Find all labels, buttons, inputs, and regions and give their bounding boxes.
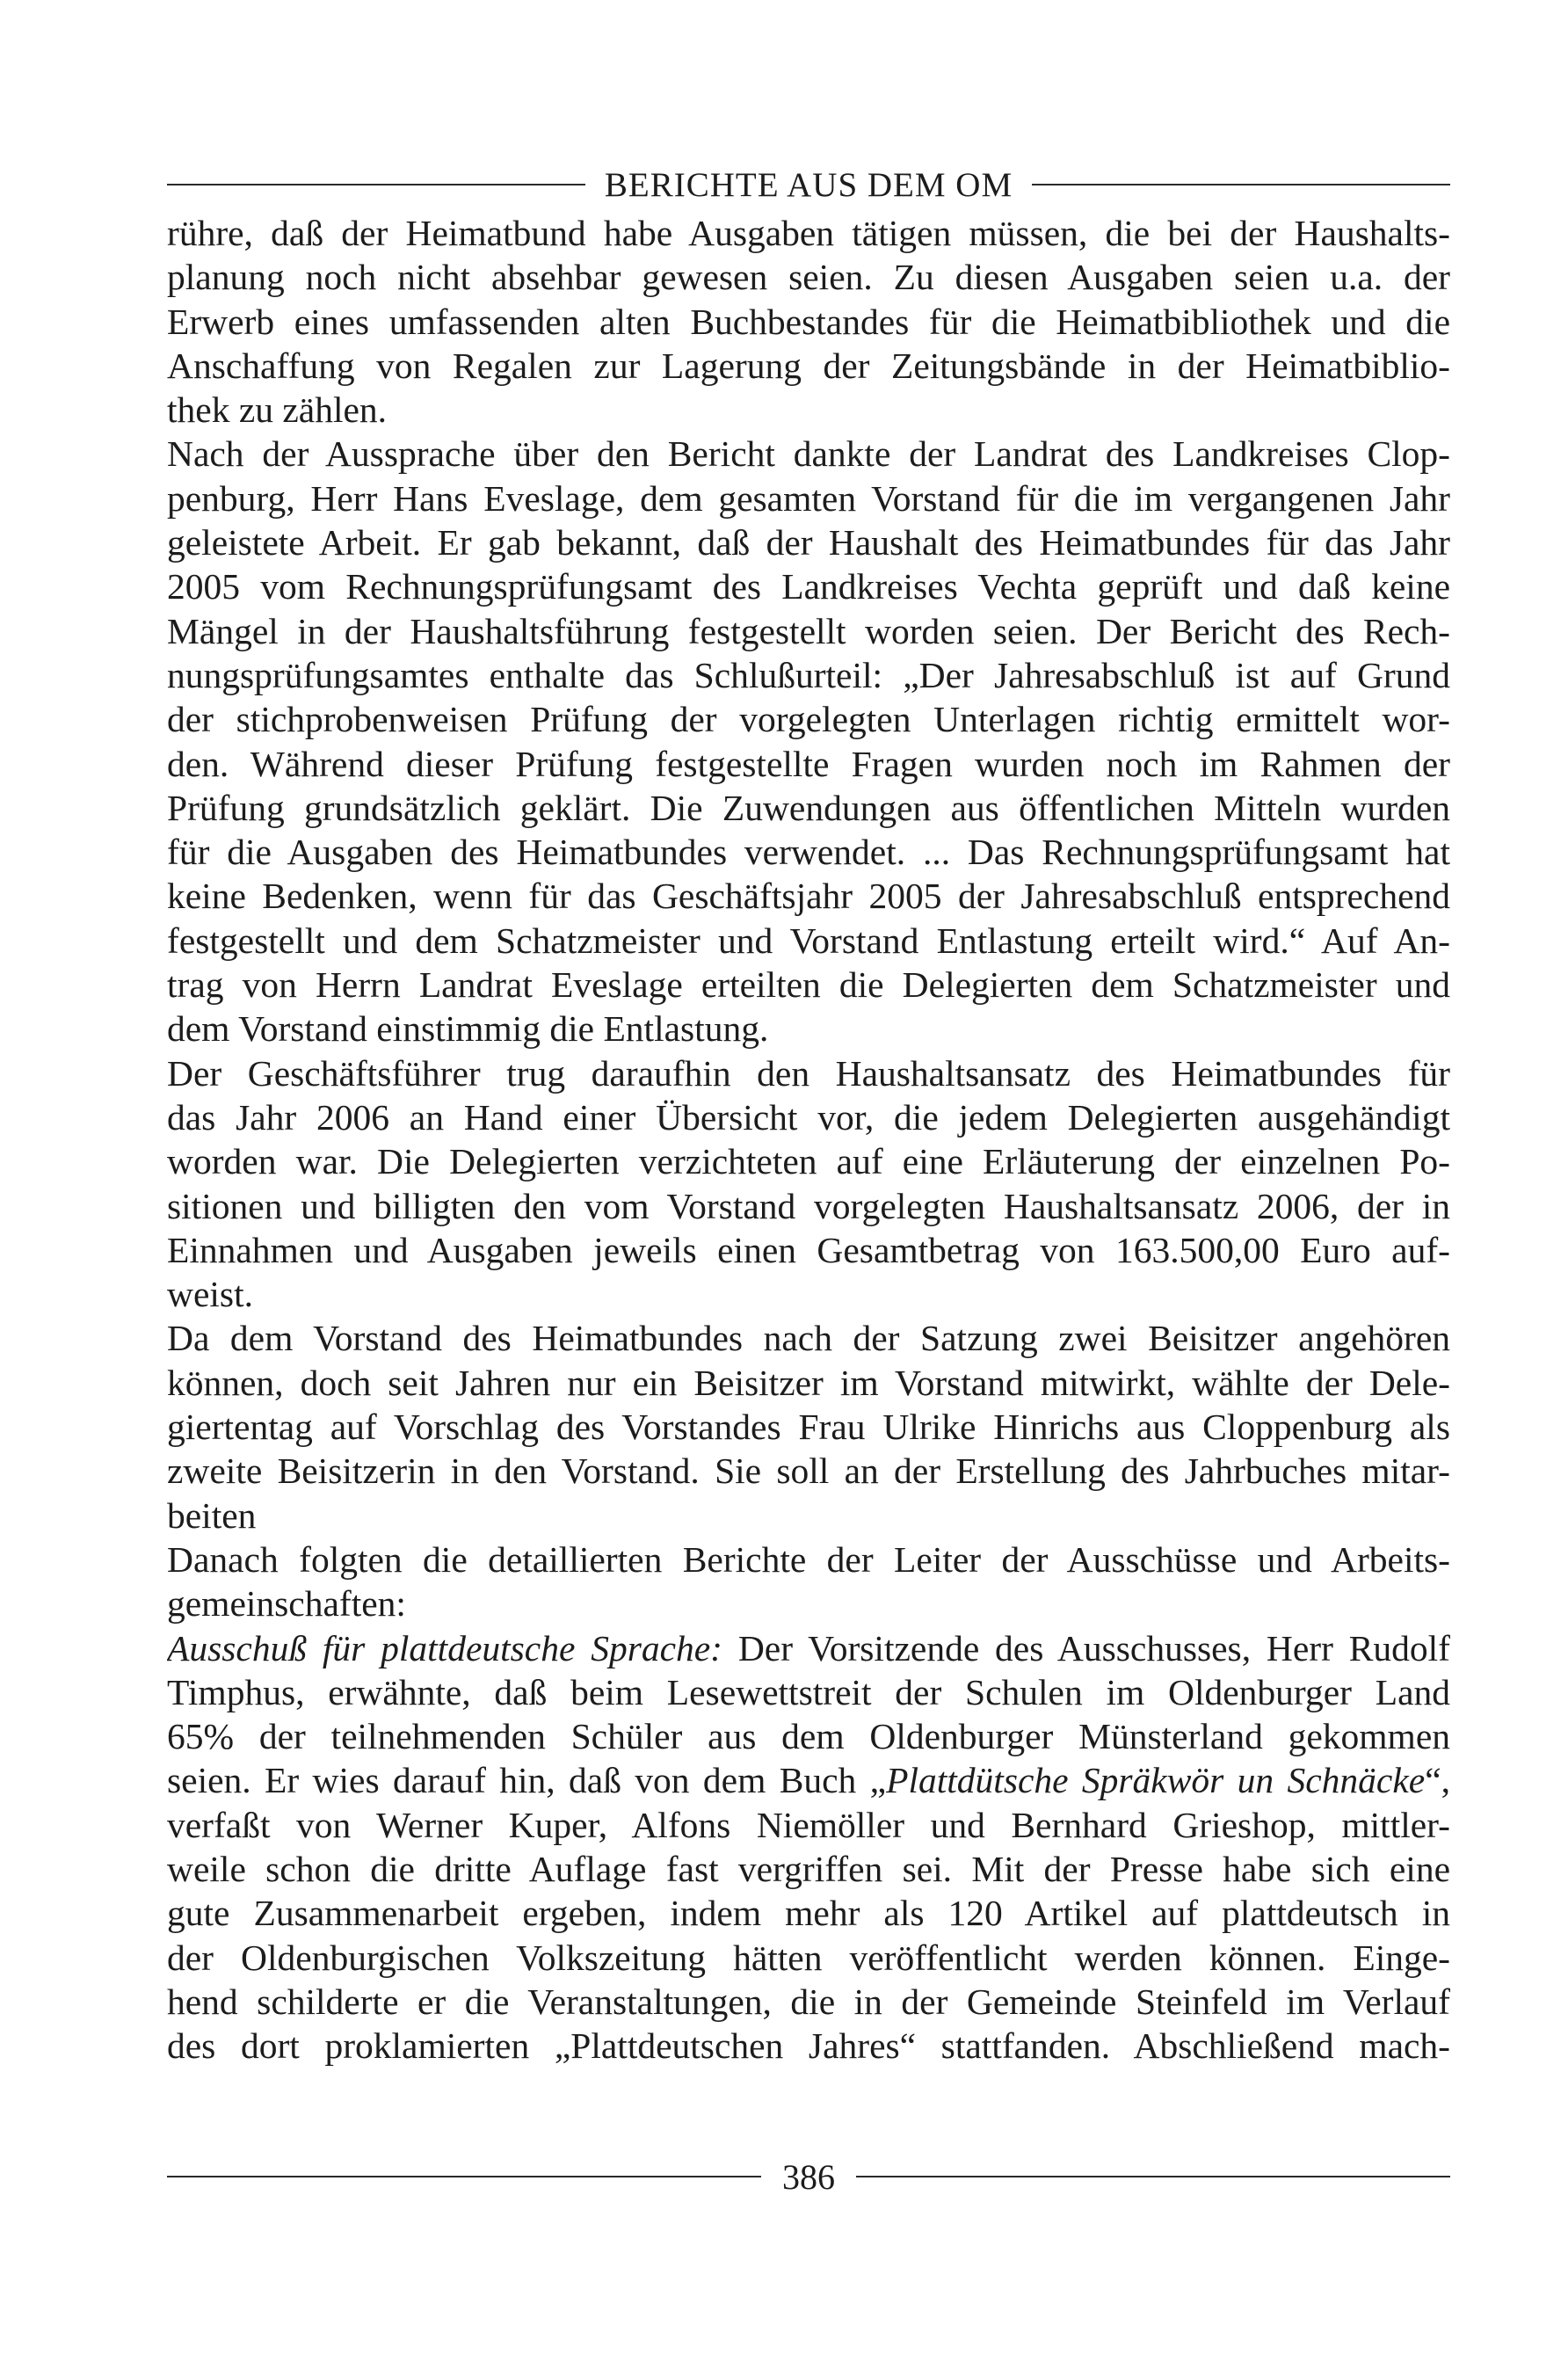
text-line: beiten	[167, 1494, 257, 1536]
italic-text: Plattdütsche Spräkwör un Schnäcke	[886, 1760, 1426, 1801]
text-line: Mängel in der Haushaltsführung festgestellt worden seien. Der Bericht des Rech-	[167, 610, 1450, 651]
text-line: Da dem Vorstand des Heimatbundes nach der Satzung zwei Beisitzer angehören	[167, 1318, 1450, 1359]
page-number: 386	[782, 2156, 835, 2197]
footer-rule-left	[167, 2176, 761, 2177]
text-line: Einnahmen und Ausgaben jeweils einen Gesamtbetrag von 163.500,00 Euro auf-	[167, 1229, 1450, 1270]
text-line: hend schilderte er die Veranstaltungen, die in der Gemeinde Steinfeld im Verlauf	[167, 1981, 1450, 2022]
text-span: Der Vorsitzende des Ausschusses, Herr Rudolf	[722, 1627, 1450, 1668]
text-line: Der Geschäftsführer trug daraufhin den Haushaltsansatz des Heimatbundes für	[167, 1052, 1450, 1094]
running-header-title: BERICHTE AUS DEM OM	[604, 165, 1013, 204]
text-line: festgestellt und dem Schatzmeister und Vorstand Entlastung erteilt wird.“ Auf An-	[167, 920, 1450, 961]
text-line: 2005 vom Rechnungsprüfungsamt des Landkreises Vechta geprüft und daß keine	[167, 566, 1450, 607]
text-line: Anschaffung von Regalen zur Lagerung der Zeitungsbände in der Heimatbiblio-	[167, 345, 1450, 386]
text-line: das Jahr 2006 an Hand einer Übersicht vor, die jedem Delegierten ausgehändigt	[167, 1096, 1450, 1138]
text-line: trag von Herrn Landrat Eveslage erteilten die Delegierten dem Schatzmeister und	[167, 964, 1450, 1006]
text-line: der Oldenburgischen Volkszeitung hätten veröffentlicht werden können. Einge-	[167, 1937, 1450, 1978]
text-line: Erwerb eines umfassenden alten Buchbestandes für die Heimatbibliothek und die	[167, 301, 1450, 342]
footer-rule-right	[856, 2176, 1450, 2177]
text-line: Nach der Aussprache über den Bericht dankte der Landrat des Landkreises Clop-	[167, 433, 1450, 475]
text-line: weile schon die dritte Auflage fast vergriffen sei. Mit der Presse habe sich eine	[167, 1848, 1450, 1889]
text-line: rühre, daß der Heimatbund habe Ausgaben tätigen müssen, die bei der Haushalts-	[167, 213, 1450, 253]
text-line	[167, 1758, 1450, 1802]
body-text	[167, 211, 1450, 2068]
italic-text: Ausschuß für plattdeutsche Sprache:	[167, 1627, 723, 1668]
text-line: weist.	[167, 1274, 253, 1315]
text-line: des dort proklamierten „Plattdeutschen Jahres“ stattfanden. Abschließend mach-	[167, 2025, 1450, 2067]
text-line: den. Während dieser Prüfung festgestellte Fragen wurden noch im Rahmen der	[167, 743, 1450, 784]
text-line	[167, 1626, 1450, 1670]
text-line: Timphus, erwähnte, daß beim Lesewettstreit der Schulen im Oldenburger Land	[167, 1671, 1450, 1712]
text-line: geleistete Arbeit. Er gab bekannt, daß der Haushalt des Heimatbundes für das Jahr	[167, 522, 1450, 563]
text-line: worden war. Die Delegierten verzichteten auf eine Erläuterung der einzelnen Po-	[167, 1141, 1450, 1182]
text-line: keine Bedenken, wenn für das Geschäftsjahr 2005 der Jahresabschluß entsprechend	[167, 876, 1450, 917]
text-span: “,	[1425, 1760, 1450, 1801]
text-line: für die Ausgaben des Heimatbundes verwendet. ... Das Rechnungsprüfungsamt hat	[167, 832, 1450, 873]
text-line: 65% der teilnehmenden Schüler aus dem Oldenburger Münsterland gekommen	[167, 1716, 1450, 1757]
text-line: der stichprobenweisen Prüfung der vorgelegten Unterlagen richtig ermittelt wor-	[167, 699, 1450, 740]
text-line: gemeinschaften:	[167, 1583, 406, 1625]
text-line: zweite Beisitzerin in den Vorstand. Sie soll an der Erstellung des Jahrbuches mitar-	[167, 1450, 1450, 1492]
text-line: dem Vorstand einstimmig die Entlastung.	[167, 1008, 769, 1050]
page-footer	[167, 2150, 1450, 2203]
text-span: seien. Er wies darauf hin, daß von dem Buch „	[167, 1760, 887, 1801]
text-line: thek zu zählen.	[167, 389, 388, 431]
header-rule-left	[167, 184, 585, 185]
text-line: giertentag auf Vorschlag des Vorstandes Frau Ulrike Hinrichs aus Cloppenburg als	[167, 1407, 1450, 1448]
text-line: planung noch nicht absehbar gewesen seien. Zu diesen Ausgaben seien u.a. der	[167, 257, 1450, 298]
text-line: nungsprüfungsamtes enthalte das Schlußurteil: „Der Jahresabschluß ist auf Grund	[167, 654, 1450, 695]
text-line: können, doch seit Jahren nur ein Beisitzer im Vorstand mitwirkt, wählte der Dele-	[167, 1362, 1450, 1403]
header-rule-right	[1032, 184, 1450, 185]
text-line: penburg, Herr Hans Eveslage, dem gesamten Vorstand für die im vergangenen Jahr	[167, 477, 1450, 519]
text-line: verfaßt von Werner Kuper, Alfons Niemöller und Bernhard Grieshop, mittler-	[167, 1804, 1450, 1845]
text-line: Prüfung grundsätzlich geklärt. Die Zuwendungen aus öffentlichen Mitteln wurden	[167, 787, 1450, 828]
text-line: Danach folgten die detaillierten Berichte der Leiter der Ausschüsse und Arbeits-	[167, 1538, 1450, 1580]
text-line: gute Zusammenarbeit ergeben, indem mehr als 120 Artikel auf plattdeutsch in	[167, 1893, 1450, 1934]
text-line: sitionen und billigten den vom Vorstand vorgelegten Haushaltsansatz 2006, der in	[167, 1185, 1450, 1226]
running-header	[167, 158, 1450, 211]
